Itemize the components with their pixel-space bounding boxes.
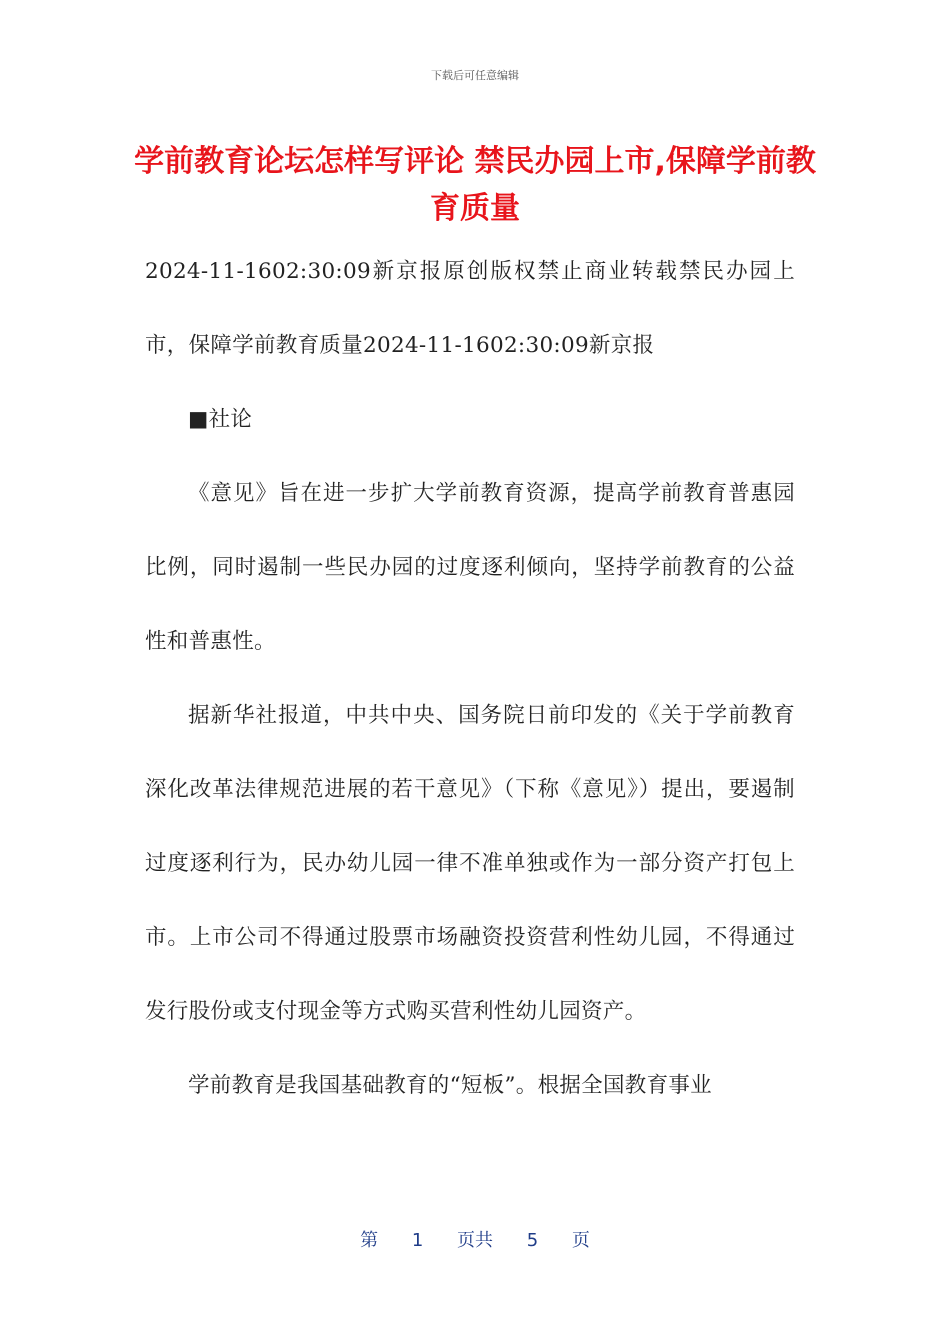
total-page-count: 5 — [526, 1230, 539, 1251]
header-note: 下载后可任意编辑 — [431, 69, 519, 82]
footer-prefix: 第 — [360, 1230, 379, 1251]
page-footer — [0, 1226, 950, 1252]
section-label: ■社论 — [188, 407, 253, 432]
document-title: 学前教育论坛怎样写评论 禁民办园上市,保障学前教育质量 — [134, 144, 816, 226]
current-page-number: 1 — [411, 1230, 424, 1251]
paragraph-3: 学前教育是我国基础教育的“短板”。根据全国教育事业 — [188, 1073, 712, 1098]
footer-suffix: 页 — [571, 1230, 590, 1251]
footer-middle: 页共 — [457, 1230, 493, 1251]
document-body — [145, 235, 795, 1123]
paragraph-1: 《意见》旨在进一步扩大学前教育资源，提高学前教育普惠园比例，同时遏制一些民办园的过度逐利倾向，坚持学前教育的公益性和普惠性。 — [145, 481, 795, 654]
paragraph-2: 据新华社报道，中共中央、国务院日前印发的《关于学前教育深化改革法律规范进展的若干意见》（下称《意见》）提出，要遏制过度逐利行为，民办幼儿园一律不准单独或作为一部分资产打包上市。上市公司不得通过股票市场融资投资营利性幼儿园，不得通过发行股份或支付现金等方式购买营利性幼儿园资产。 — [145, 703, 795, 1024]
meta-line: 2024-11-1602:30:09新京报原创版权禁止商业转载禁民办园上市，保障学前教育质量2024-11-1602:30:09新京报 — [145, 259, 795, 358]
